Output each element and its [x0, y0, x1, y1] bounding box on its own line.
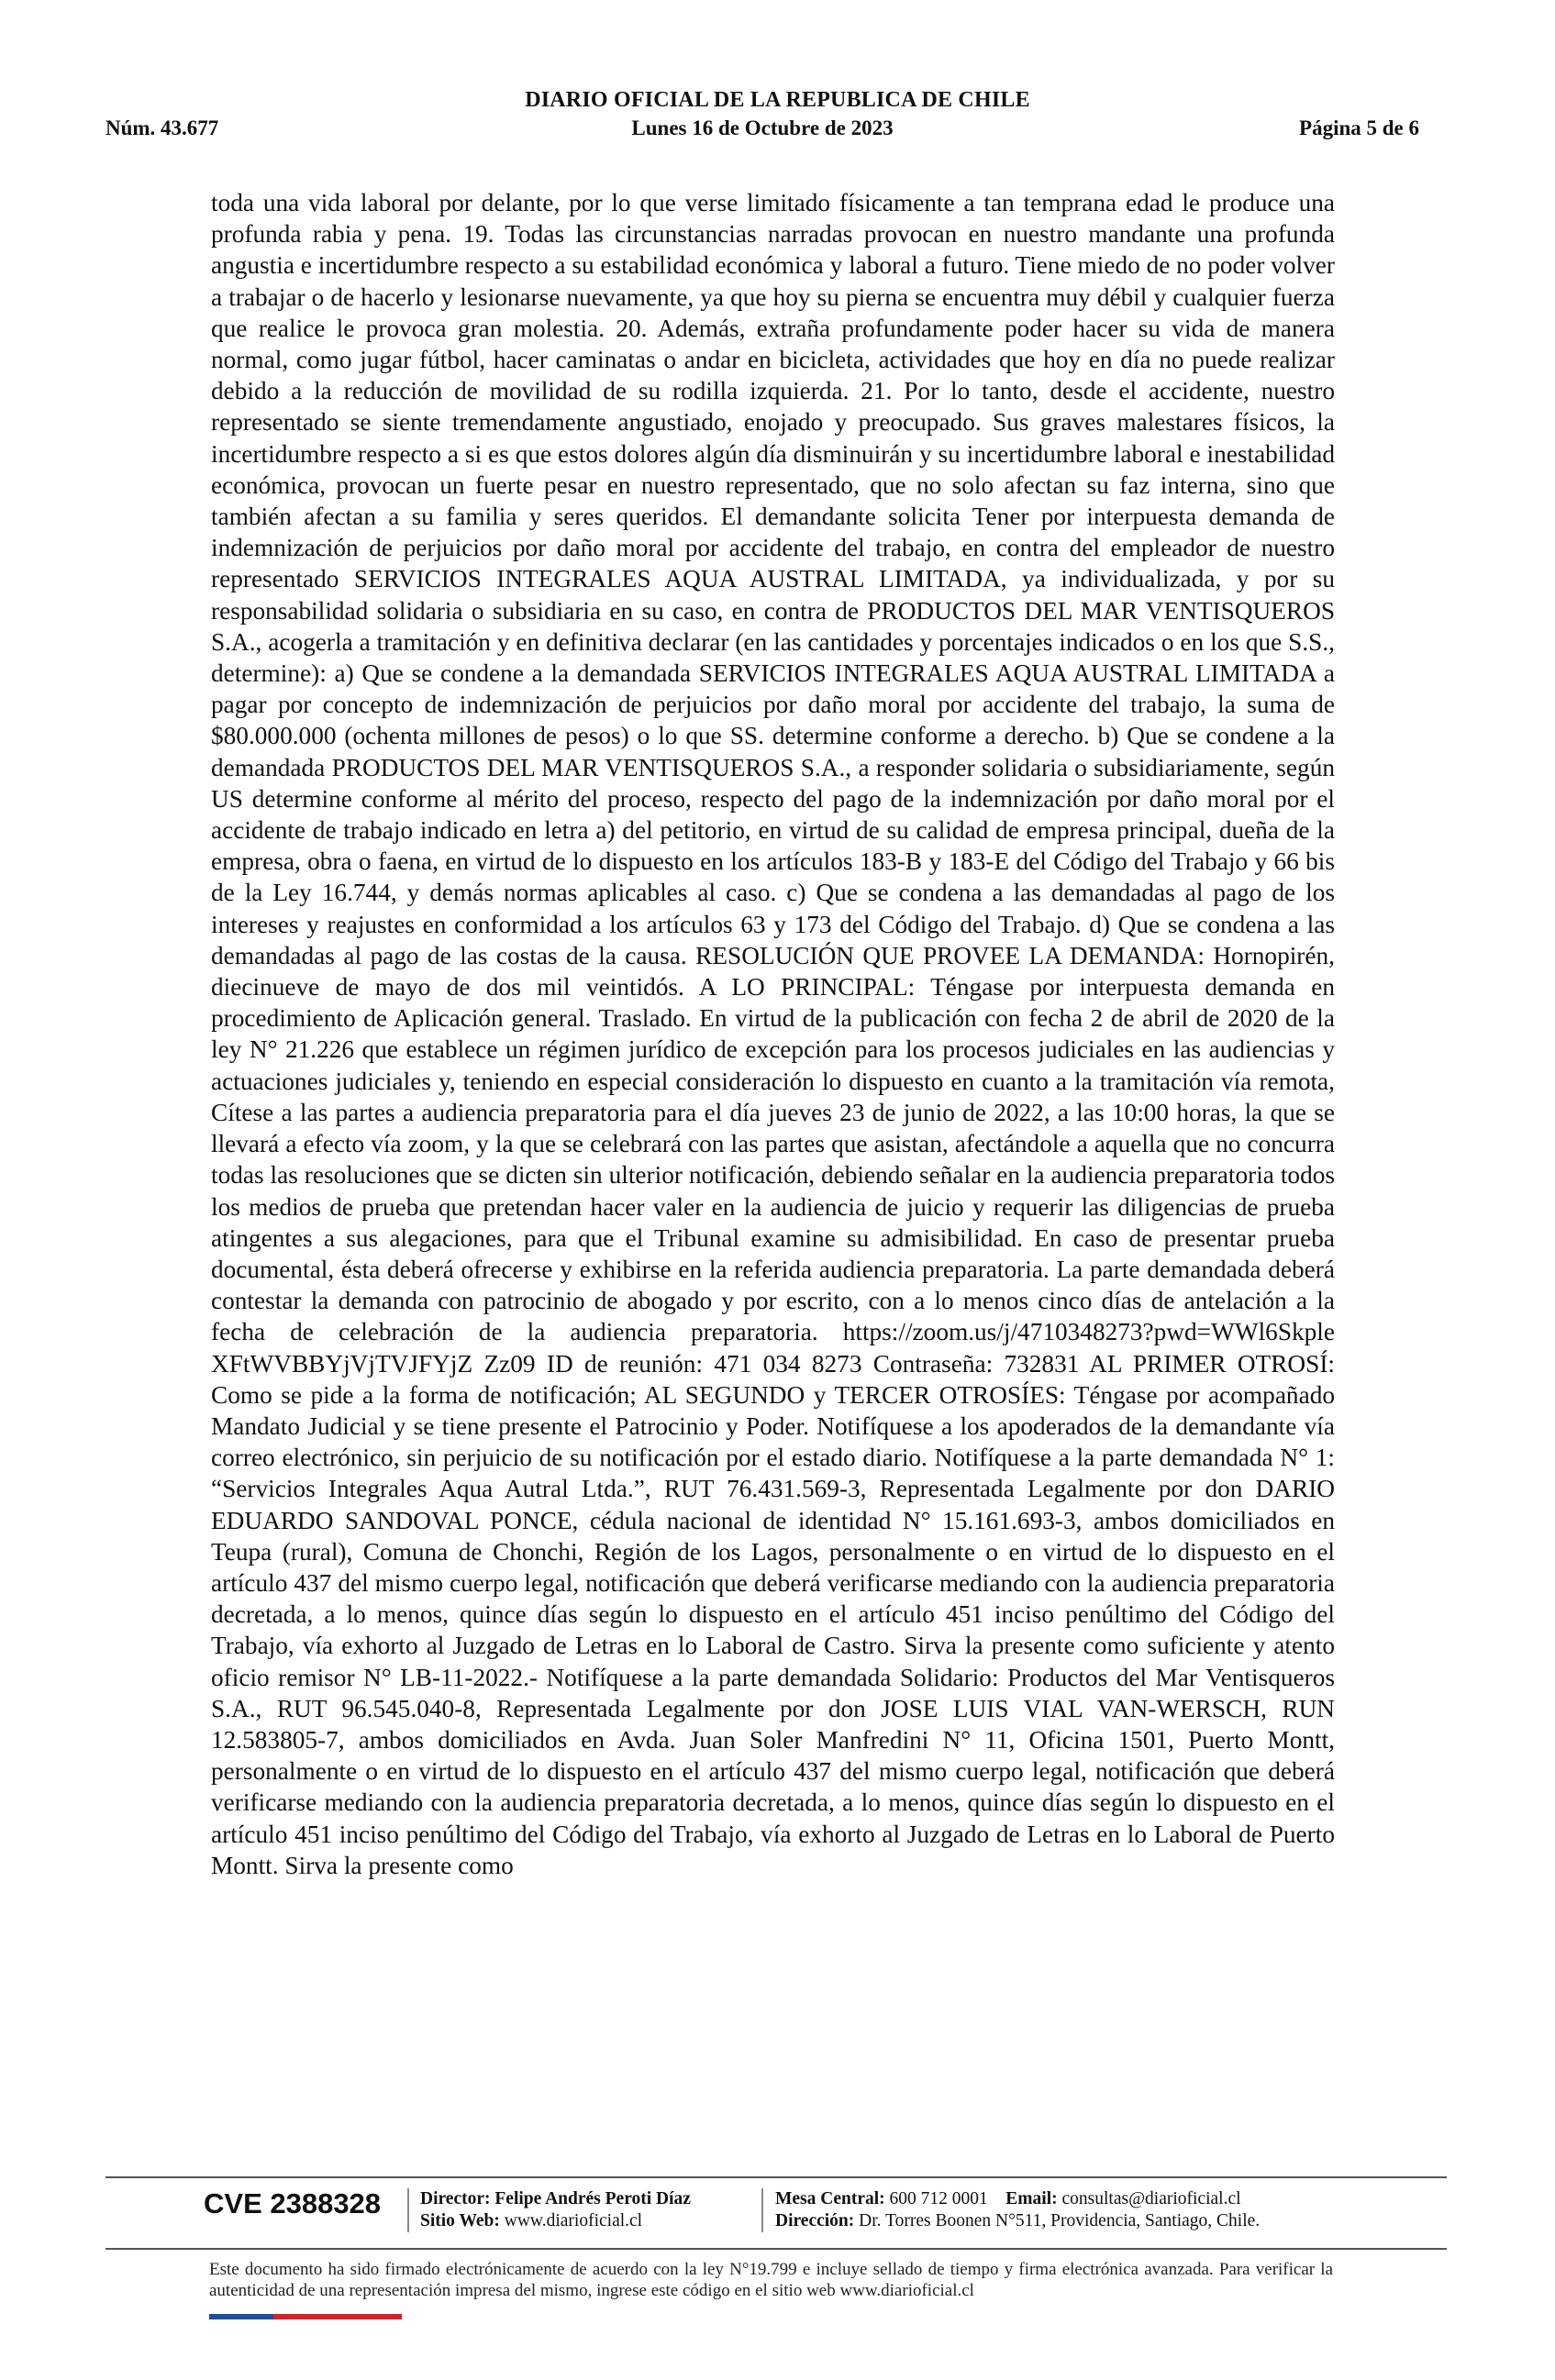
cve-code: CVE 2388328: [204, 2187, 382, 2219]
email-label: Email:: [1005, 2189, 1058, 2208]
page-indicator: Página 5 de 6: [1299, 116, 1419, 139]
address-label: Dirección:: [775, 2211, 855, 2231]
footer-director-block: [420, 2188, 691, 2232]
flag-red-segment: [273, 2314, 402, 2319]
chile-flag-stripe: [209, 2314, 402, 2319]
site-label: Sitio Web:: [420, 2211, 500, 2231]
issue-number: Núm. 43.677: [106, 116, 219, 139]
publication-title: DIARIO OFICIAL DE LA REPUBLICA DE CHILE: [525, 88, 1030, 112]
director-name: Felipe Andrés Peroti Díaz: [494, 2189, 691, 2208]
mesa-label: Mesa Central:: [775, 2189, 885, 2208]
footer-divider-bottom: [106, 2248, 1447, 2250]
footer-contact-block: [775, 2188, 1260, 2232]
body-paragraph: toda una vida laboral por delante, por lo que verse limitado físicamente a tan temprana edad le produce una profunda rabia y pena. 19. Todas las circunstancias narradas provocan en nuestro mandante una profunda angustia e incertidumbre respecto a su estabilidad económica y laboral a futuro. Tiene miedo de no poder volver a trabajar o de hacerlo y lesionarse nuevamente, ya que hoy su pierna se encuentra muy débil y cualquier fuerza que realice le provoca gran molestia. 20. Además, extraña profundamente poder hacer su vida de manera normal, como jugar fútbol, hacer caminatas o andar en bicicleta, actividades que hoy en día no puede realizar debido a la reducción de movilidad de su rodilla izquierda. 21. Por lo tanto, desde el accidente, nuestro representado se siente tremendamente angustiado, enojado y preocupado. Sus graves malestares físicos, la incertidumbre respecto a si es que estos dolores algún día disminuirán y su incertidumbre laboral e inestabilidad económica, provocan un fuerte pesar en nuestro representado, que no solo afectan su faz interna, sino que también afectan a su familia y seres queridos. El demandante solicita Tener por interpuesta demanda de indemnización de perjuicios por daño moral por accidente del trabajo, en contra del empleador de nuestro representado SERVICIOS INTEGRALES AQUA AUSTRAL LIMITADA, ya individualizada, y por su responsabilidad solidaria o subsidiaria en su caso, en contra de PRODUCTOS DEL MAR VENTISQUEROS S.A., acogerla a tramitación y en definitiva declarar (en las cantidades y porcentajes indicados o en los que S.S., determine): a) Que se condene a la demandada SERVICIOS INTEGRALES AQUA AUSTRAL LIMITADA a pagar por concepto de indemnización de perjuicios por daño moral por accidente del trabajo, la suma de $80.000.000 (ochenta millones de pesos) o lo que SS. determine conforme a derecho. b) Que se condene a la demandada PRODUCTOS DEL MAR VENTISQUEROS S.A., a responder solidaria o subsidiariamente, según US determine conforme al mérito del proceso, respecto del pago de la indemnización por daño moral por el accidente de trabajo indicado en letra a) del petitorio, en virtud de su calidad de empresa principal, dueña de la empresa, obra o faena, en virtud de lo dispuesto en los artículos 183-B y 183-E del Código del Trabajo y 66 bis de la Ley 16.744, y demás normas aplicables al caso. c) Que se condena a las demandadas al pago de los intereses y reajustes en conformidad a los artículos 63 y 173 del Código del Trabajo. d) Que se condena a las demandadas al pago de las costas de la causa. RESOLUCIÓN QUE PROVEE LA DEMANDA: Hornopirén, diecinueve de mayo de dos mil veintidós. A LO PRINCIPAL: Téngase por interpuesta demanda en procedimiento de Aplicación general. Traslado. En virtud de la publicación con fecha 2 de abril de 2020 de la ley N° 21.226 que establece un régimen jurídico de excepción para los procesos judiciales en las audiencias y actuaciones judiciales y, teniendo en especial consideración lo dispuesto en cuanto a la tramitación vía remota, Cítese a las partes a audiencia preparatoria para el día jueves 23 de junio de 2022, a las 10:00 horas, la que se llevará a efecto vía zoom, y la que se celebrará con las partes que asistan, afectándole a aquella que no concurra todas las resoluciones que se dicten sin ulterior notificación, debiendo señalar en la audiencia preparatoria todos los medios de prueba que pretendan hacer valer en la audiencia de juicio y requerir las diligencias de prueba atingentes a sus alegaciones, para que el Tribunal examine su admisibilidad. En caso de presentar prueba documental, ésta deberá ofrecerse y exhibirse en la referida audiencia preparatoria. La parte demandada deberá contestar la demanda con patrocinio de abogado y por escrito, con a lo menos cinco días de antelación a la fecha de celebración de la audiencia preparatoria. https://zoom.us/j/4710348273?pwd=WWl6Skple XFtWVBBYjVjTVJFYjZ Zz09 ID de reunión: 471 034 8273 Contraseña: 732831 AL PRIMER OTROSÍ: Como se pide a la forma de notificación; AL SEGUNDO y TERCER OTROSÍES: Téngase por acompañado Mandato Judicial y se tiene presente el Patrocinio y Poder. Notifíquese a los apoderados de la demandante vía correo electrónico, sin perjuicio de su notificación por el estado diario. Notifíquese a la parte demandada N° 1: “Servicios Integrales Aqua Autral Ltda.”, RUT 76.431.569-3, Representada Legalmente por don DARIO EDUARDO SANDOVAL PONCE, cédula nacional de identidad N° 15.161.693-3, ambos domiciliados en Teupa (rural), Comuna de Chonchi, Región de los Lagos, personalmente o en virtud de lo dispuesto en el artículo 437 del mismo cuerpo legal, notificación que deberá verificarse mediando con la audiencia preparatoria decretada, a lo menos, quince días según lo dispuesto en el artículo 451 inciso penúltimo del Código del Trabajo, vía exhorto al Juzgado de Letras en lo Laboral de Castro. Sirva la presente como suficiente y atento oficio remisor N° LB-11-2022.- Notifíquese a la parte demandada Solidario: Productos del Mar Ventisqueros S.A., RUT 96.545.040-8, Representada Legalmente por don JOSE LUIS VIAL VAN-WERSCH, RUN 12.583805-7, ambos domiciliados en Avda. Juan Soler Manfredini N° 11, Oficina 1501, Puerto Montt, personalmente o en virtud de lo dispuesto en el artículo 437 del mismo cuerpo legal, notificación que deberá verificarse mediando con la audiencia preparatoria decretada, a lo menos, quince días según lo dispuesto en el artículo 451 inciso penúltimo del Código del Trabajo, vía exhorto al Juzgado de Letras en lo Laboral de Puerto Montt. Sirva la presente como: [211, 189, 1335, 1879]
footer-divider-top: [106, 2176, 1447, 2178]
issue-date: Lunes 16 de Octubre de 2023: [631, 116, 894, 139]
header-row: [106, 116, 1419, 146]
footer-separator: [761, 2188, 763, 2232]
email-link[interactable]: consultas@diarioficial.cl: [1061, 2189, 1241, 2208]
footer-separator: [407, 2188, 409, 2232]
site-link[interactable]: www.diarioficial.cl: [504, 2211, 643, 2231]
signature-disclaimer: Este documento ha sido firmado electrónicamente de acuerdo con la ley N°19.799 e incluye sellado de tiempo y firma electrónica avanzada. Para verificar la autenticidad de una representación impresa del mismo, ingrese este código en el sitio web www.diarioficial.cl: [209, 2260, 1333, 2300]
director-label: Director:: [420, 2189, 491, 2208]
flag-blue-segment: [209, 2314, 273, 2319]
address-value: Dr. Torres Boonen N°511, Providencia, Santiago, Chile.: [859, 2211, 1261, 2231]
mesa-phone: 600 712 0001: [889, 2189, 988, 2208]
